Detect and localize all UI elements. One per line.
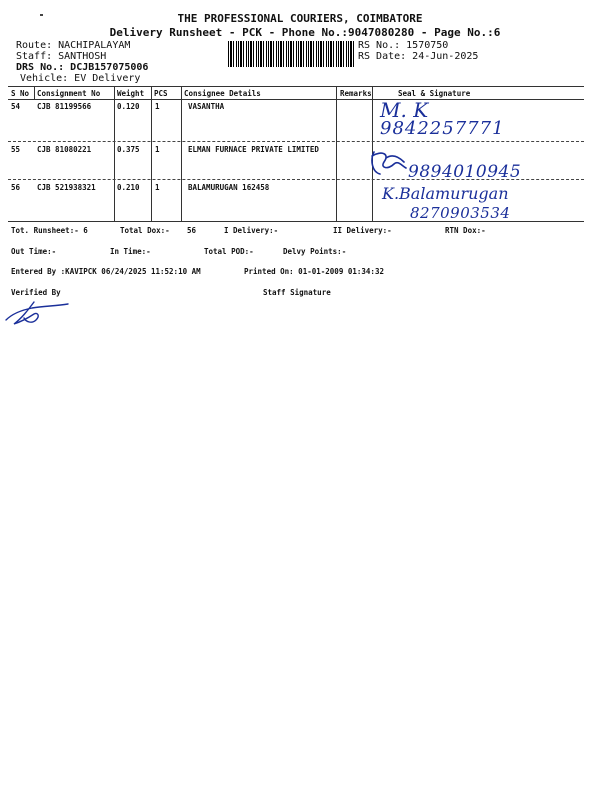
- row-consignee: VASANTHA: [188, 102, 225, 111]
- row-consignee: BALAMURUGAN 162458: [188, 183, 270, 192]
- col-header-consignee: Consignee Details: [184, 89, 261, 98]
- verifier-signature: [4, 300, 70, 328]
- route-label: Route: NACHIPALAYAM: [16, 40, 131, 51]
- col-sep-5: [336, 86, 337, 221]
- col-header-remarks: Remarks: [340, 89, 372, 98]
- vehicle-label: Vehicle: EV Delivery: [20, 73, 141, 84]
- row-consignment: CJB 81199566: [37, 102, 92, 111]
- col-sep-4: [181, 86, 182, 221]
- header-bottom-rule: [8, 99, 584, 100]
- out-time: Out Time:-: [11, 247, 57, 256]
- row-pcs: 1: [155, 183, 160, 192]
- handwritten-phone: 8270903534: [410, 204, 511, 222]
- total-dox-label: Total Dox:-: [120, 226, 170, 235]
- verified-by: Verified By: [11, 288, 61, 297]
- row-separator: [8, 179, 584, 180]
- handwritten-phone: 9894010945: [408, 162, 522, 182]
- handwritten-name: K.Balamurugan: [382, 184, 509, 203]
- table-bottom-rule: [8, 221, 584, 222]
- row-consignment: CJB 521938321: [37, 183, 96, 192]
- col-header-seal-signature: Seal & Signature: [398, 89, 471, 98]
- row-sno: 54: [11, 102, 21, 111]
- i-delivery: I Delivery:-: [224, 226, 279, 235]
- total-pod: Total POD:-: [204, 247, 254, 256]
- col-sep-1: [34, 86, 35, 99]
- company-title: THE PROFESSIONAL COURIERS, COIMBATORE: [177, 12, 423, 25]
- row-sno: 56: [11, 183, 21, 192]
- col-header-weight: Weight: [117, 89, 145, 98]
- handwritten-name: M. K: [380, 98, 429, 122]
- handwritten-phone: 9842257771: [380, 118, 505, 139]
- col-sep-2: [114, 86, 115, 221]
- row-consignment: CJB 81080221: [37, 145, 92, 154]
- staff-label: Staff: SANTHOSH: [16, 51, 107, 62]
- ii-delivery: II Delivery:-: [333, 226, 392, 235]
- entered-by: Entered By :KAVIPCK 06/24/2025 11:52:10 AM: [11, 267, 201, 276]
- runsheet-subtitle: Delivery Runsheet - PCK - Phone No.:9047080280 - Page No.:6: [109, 26, 501, 39]
- delvy-points: Delvy Points:-: [283, 247, 347, 256]
- table-top-rule: [8, 86, 584, 87]
- row-sno: 55: [11, 145, 21, 154]
- row-weight: 0.375: [117, 145, 140, 154]
- staff-signature: Staff Signature: [263, 288, 331, 297]
- row-pcs: 1: [155, 145, 160, 154]
- barcode: [228, 41, 354, 67]
- row-consignee: ELMAN FURNACE PRIVATE LIMITED: [188, 145, 319, 154]
- col-header-pcs: PCS: [154, 89, 168, 98]
- rtn-dox: RTN Dox:-: [445, 226, 486, 235]
- row-weight: 0.120: [117, 102, 140, 111]
- col-header-consignment: Consignment No: [37, 89, 101, 98]
- col-header-sno: S No: [11, 89, 30, 98]
- printed-on: Printed On: 01-01-2009 01:34:32: [244, 267, 384, 276]
- handwritten-signature: [368, 146, 412, 180]
- rs-number: RS No.: 1570750: [358, 40, 449, 51]
- total-dox-value: 56: [187, 226, 197, 235]
- in-time: In Time:-: [110, 247, 151, 256]
- drs-number: DRS No.: DCJB157075006: [16, 62, 149, 73]
- row-separator: [8, 141, 584, 142]
- tot-runsheet: Tot. Runsheet:- 6: [11, 226, 88, 235]
- row-weight: 0.210: [117, 183, 140, 192]
- row-pcs: 1: [155, 102, 160, 111]
- rs-date: RS Date: 24-Jun-2025: [358, 51, 479, 62]
- col-sep-3: [151, 86, 152, 221]
